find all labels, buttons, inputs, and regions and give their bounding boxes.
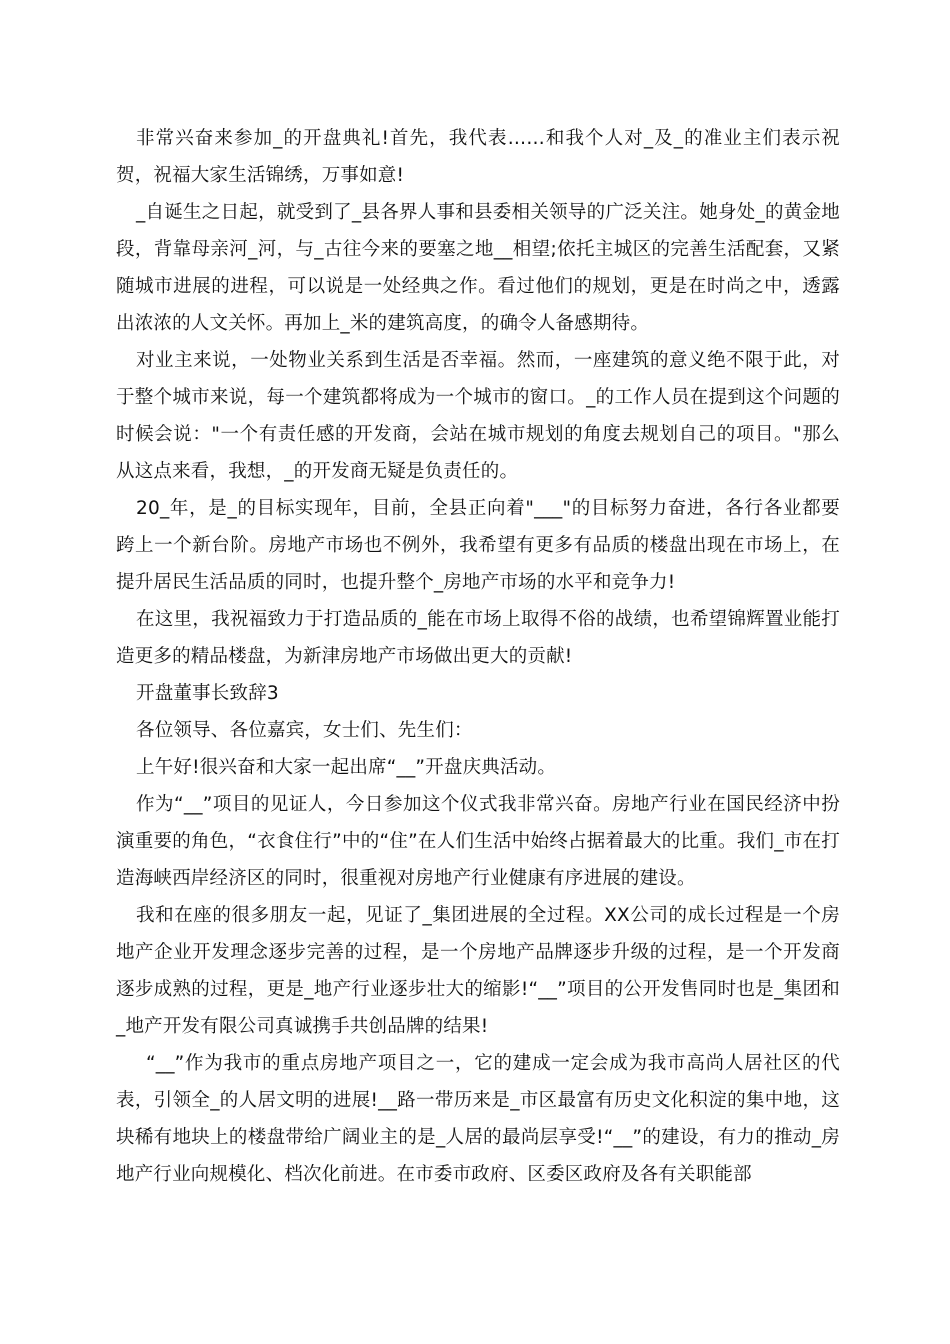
paragraph-goals: 20_年，是_的目标实现年，目前，全县正向着"___"的目标努力奋进，各行各业都要跨上一个新台阶。房地产市场也不例外，我希望有更多有品质的楼盘出现在市场上，在提升居民生活品质的同时，也提升整个_房地产市场的水平和竞争力! [116,498,840,593]
paragraph-wishes: 在这里，我祝福致力于打造品质的_能在市场上取得不俗的战绩，也希望锦辉置业能打造更多的精品楼盘，为新津房地产市场做出更大的贡献! [116,609,840,667]
paragraph-witness: 作为“__”项目的见证人，今日参加这个仪式我非常兴奋。房地产行业在国民经济中扮演重要的角色，“衣食住行”中的“住”在人们生活中始终占据着最大的比重。我们_市在打造海峡西岸经济区的同时，很重视对房地产行业健康有序进展的建设。 [116,794,840,889]
paragraph-congratulations: 非常兴奋来参加_的开盘典礼!首先，我代表……和我个人对_及_的准业主们表示祝贺，祝福大家生活锦绣，万事如意! [116,128,840,186]
paragraph-greeting: 上午好!很兴奋和大家一起出席“__”开盘庆典活动。 [136,757,557,778]
paragraph-owners: 对业主来说，一处物业关系到生活是否幸福。然而，一座建筑的意义绝不限于此，对于整个城市来说，每一个建筑都将成为一个城市的窗口。_的工作人员在提到这个问题的时候会说："一个有责任感的开发商，会站在城市规划的角度去规划自己的项目。"那么从这点来看，我想，_的开发商无疑是负责任的。 [116,350,840,482]
document-page [116,120,840,1193]
paragraph-location: _自诞生之日起，就受到了_县各界人事和县委相关领导的广泛关注。她身处_的黄金地段，背靠母亲河_河，与_古往今来的要塞之地__相望;依托主城区的完善生活配套，又紧随城市进展的进程，可以说是一处经典之作。看过他们的规划，更是在时尚之中，透露出浓浓的人文关怀。再加上_米的建筑高度，的确令人备感期待。 [116,202,840,334]
paragraph-salutation: 各位领导、各位嘉宾，女士们、先生们： [136,720,473,741]
section-heading: 开盘董事长致辞3 [136,683,279,704]
paragraph-growth: 我和在座的很多朋友一起，见证了_集团进展的全过程。XX公司的成长过程是一个房地产企业开发理念逐步完善的过程，是一个房地产品牌逐步升级的过程，是一个开发商逐步成熟的过程，更是_地产行业逐步壮大的缩影!“__”项目的公开发售同时也是_集团和_地产开发有限公司真诚携手共创品牌的结果! [116,905,840,1037]
paragraph-project: “__”作为我市的重点房地产项目之一，它的建成一定会成为我市高尚人居社区的代表，引领全_的人居文明的进展!__路一带历来是_市区最富有历史文化积淀的集中地，这块稀有地块上的楼盘带给广阔业主的是_人居的最尚层享受!“__”的建设，有力的推动_房地产行业向规模化、档次化前进。在市委市政府、区委区政府及各有关职能部 [116,1053,840,1185]
